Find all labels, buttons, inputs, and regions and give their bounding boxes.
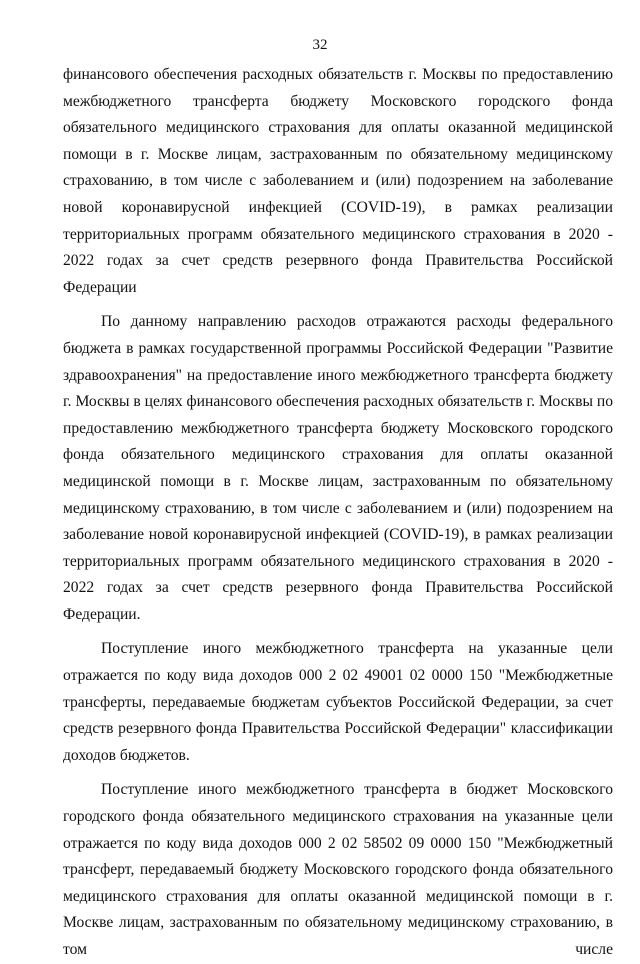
page-number: 32: [312, 37, 328, 53]
paragraph-expense-description: По данному направлению расходов отражаются расходы федерального бюджета в рамках государственной программы Российской Федерации "Развитие здравоохранения" на предоставление иного межбюджетного трансферта бюджету г. Москвы в целях финансового обеспечения расходных обязательств г. Москвы по предоставлению межбюджетного трансферта бюджету Московского городского фонда обязательного медицинского страхования для оплаты оказанной медицинской помощи в г. Москве лицам, застрахованным по обязательному медицинскому страхованию, в том числе с заболеванием и (или) подозрением на заболевание новой коронавирусной инфекцией (COVID-19), в рамках реализации территориальных программ обязательного медицинского страхования в 2020 - 2022 годах за счет средств резервного фонда Правительства Российской Федерации.: [63, 313, 613, 623]
paragraph-income-code-budget: Поступление иного межбюджетного трансферта на указанные цели отражается по коду вида доходов 000 2 02 49001 02 0000 150 "Межбюджетные трансферты, передаваемые бюджетам субъектов Российской Федерации, за счет средств резервного фонда Правительства Российской Федерации" классификации доходов бюджетов.: [63, 640, 613, 764]
paragraph-income-code-fund: Поступление иного межбюджетного трансферта в бюджет Московского городского фонда обязательного медицинского страхования на указанные цели отражается по коду вида доходов 000 2 02 58502 09 0000 150 "Межбюджетный трансферт, передаваемый бюджету Московского городского фонда обязательного медицинского страхования для оплаты оказанной медицинской помощи в г. Москве лицам, застрахованным по обязательному медицинскому страхованию, в том числе: [63, 781, 613, 958]
paragraph-heading-continuation: финансового обеспечения расходных обязательств г. Москвы по предоставлению межбюджетного трансферта бюджету Московского городского фонда обязательного медицинского страхования для оплаты оказанной медицинской помощи в г. Москве лицам, застрахованным по обязательному медицинскому страхованию, в том числе с заболеванием и (или) подозрением на заболевание новой коронавирусной инфекцией (COVID-19), в рамках реализации территориальных программ обязательного медицинского страхования в 2020 - 2022 годах за счет средств резервного фонда Правительства Российской Федерации: [63, 66, 613, 296]
document-body: [63, 62, 613, 964]
